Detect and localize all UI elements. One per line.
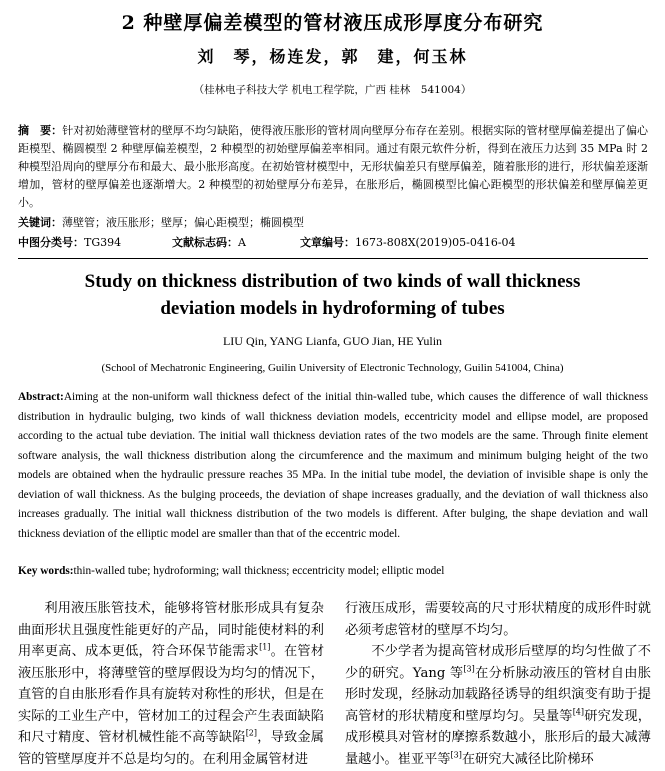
body-text: ，导致金属管的管壁厚度并不总是均匀的。在利用金属管材进 xyxy=(18,730,324,767)
body-text: 在研究大减径比阶梯环 xyxy=(461,751,594,767)
body-text: 行液压成形，需要较高的尺寸形状精度的成形件时就必须考虑管材的壁厚不均匀。 xyxy=(345,601,651,638)
body-paragraph xyxy=(18,598,324,770)
chinese-affiliation: （桂林电子科技大学 机电工程学院，广西 桂林 541004） xyxy=(193,84,472,96)
document-code-value: A xyxy=(238,236,246,249)
english-title-line-1: Study on thickness distribution of two kinds of wall thickness xyxy=(84,271,581,292)
english-authors: LIU Qin, YANG Lianfa, GUO Jian, HE Yulin xyxy=(222,334,443,348)
body-text: 研究发现，成形模具对管材的摩擦系数越小，胀形后的最大减薄量越小。崔亚平等 xyxy=(345,708,651,767)
english-keywords-label: Key words: xyxy=(18,565,74,577)
clc-number xyxy=(18,234,121,250)
body-paragraph xyxy=(345,641,651,770)
chinese-abstract-label: 摘 要： xyxy=(18,124,63,137)
chinese-authors: 刘 琴，杨连发，郭 建，何玉林 xyxy=(197,47,468,66)
chinese-keywords xyxy=(18,214,648,232)
article-number-value: 1673-808X(2019)05-0416-04 xyxy=(355,236,516,249)
english-keywords xyxy=(18,562,648,582)
article-number-label: 文章编号： xyxy=(300,236,355,249)
body-text: 利用液压胀管技术，能够将管材胀形成具有复杂曲面形状且强度性能更好的产品，同时能使材料的利用率更高、成本更低，符合环保节能需求 xyxy=(18,601,324,659)
document-code-label: 文献标志码： xyxy=(172,236,238,249)
citation-3b[interactable]: [3] xyxy=(450,750,462,760)
english-keywords-text: thin-walled tube; hydroforming; wall thickness; eccentricity model; elliptic model xyxy=(73,565,445,577)
chinese-abstract xyxy=(18,122,648,212)
body-text: 不少学者为提高管材成形后壁厚的均匀性做了不少的研究。Yang 等 xyxy=(345,644,651,681)
body-text: 在分析脉动液压的管材自由胀形时发现，经脉动加载路径诱导的组织演变有助于提高管材的形状精度和壁厚均匀。吴量等 xyxy=(345,665,652,724)
english-abstract-text: Aiming at the non-uniform wall thickness defect of the initial thin-walled tube, which causes the difference of wall thickness distribution in hydraulic bulging, two kinds of wall thickness deviation models, eccentricity model and ellipse model, are proposed according to the actual tube deviation. The initial wall thickness deviation rates of the two models are the same. Through finite element software analysis, the wall thickness distribution along the circumference and the maximum and minimum bulging height of the two models are obtained when the hydraulic pressure reaches 35 MPa. In the initial tube model, the deviation of invisible shape is only the deviation of wall thickness. As the bulging proceeds, the deviation of shape increases gradually, and the deviation of wall thickness also increases gradually. The initial wall thickness distribution of the two models is different. After bulging, the shape deviation and wall thickness deviation of the elliptic model are smaller than that of the eccentric model. xyxy=(18,391,648,540)
citation-4[interactable]: [4] xyxy=(572,707,585,717)
english-affiliation: (School of Mechatronic Engineering, Guilin University of Electronic Technology, Guilin 541004, China) xyxy=(101,362,564,374)
body-right-column xyxy=(345,598,651,770)
chinese-abstract-text: 针对初始薄壁管材的壁厚不均匀缺陷，使得液压胀形的管材周向壁厚分布存在差别。根据实际的管材壁厚偏差提出了偏心距模型、椭圆模型 2 种壁厚偏差模型，2 种模型的初始壁厚偏差率相同。通过有限元软件分析，得到在液压力达到 35 MPa 时 2 种模型沿周向的壁厚分布和最大、最小胀形高度。在初始管材模型中，无形状偏差只有壁厚偏差，随着胀形的进行，形状偏差逐渐增加，管材的壁厚偏差也逐渐增大。2 种模型的初始壁厚分布差异，在胀形后，椭圆模型比偏心距模型的形状偏差和壁厚偏差更小。 xyxy=(18,124,649,209)
citation-3[interactable]: [3] xyxy=(463,664,475,674)
article-number xyxy=(300,234,516,250)
body-paragraph-continued xyxy=(345,598,651,641)
english-abstract xyxy=(18,388,648,544)
section-divider xyxy=(18,258,648,259)
body-left-column xyxy=(18,598,324,770)
chinese-keywords-label: 关键词： xyxy=(18,216,62,229)
citation-1[interactable]: [1] xyxy=(259,642,271,652)
clc-label: 中图分类号： xyxy=(18,236,84,249)
chinese-keywords-text: 薄壁管；液压胀形；壁厚；偏心距模型；椭圆模型 xyxy=(62,216,304,229)
citation-2[interactable]: [2] xyxy=(245,728,258,738)
chinese-title: 2 种壁厚偏差模型的管材液压成形厚度分布研究 xyxy=(121,12,544,34)
english-title-line-2: deviation models in hydroforming of tubes xyxy=(160,298,505,319)
clc-value: TG394 xyxy=(84,236,122,249)
english-title xyxy=(0,268,665,322)
document-code xyxy=(172,234,246,250)
english-abstract-label: Abstract: xyxy=(18,391,64,403)
body-text: 。在管材液压胀形中，将薄壁管的壁厚假设为均匀的情况下，直管的自由胀形看作具有旋转对称性的形状，但是在实际的工业生产中，管材加工的过程会产生表面缺陷和尺寸精度、管材机械性能不高等缺陷 xyxy=(18,644,325,745)
